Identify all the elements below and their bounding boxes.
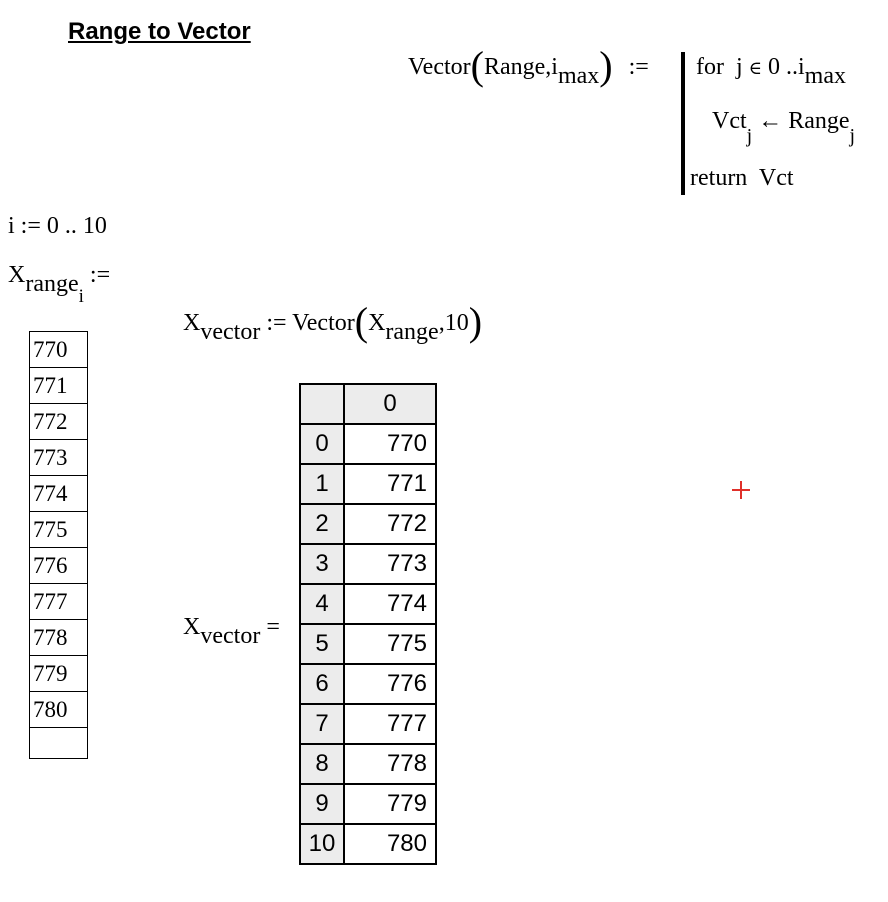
table-row [30, 620, 88, 656]
body-rhs: Range [788, 108, 850, 134]
row-index: 0 [300, 424, 344, 464]
xvector-def-arg-base: X [368, 310, 386, 336]
row-value[interactable]: 780 [344, 824, 436, 864]
range-variable-definition[interactable] [8, 213, 107, 240]
matrix-column-header: 0 [344, 384, 436, 424]
body-rhs-sub: j [849, 125, 856, 147]
xvector-res-sub: vector [200, 623, 261, 649]
assign-arrow: ← [758, 108, 783, 134]
range-assign: := [20, 213, 41, 239]
xvector-def-arg2: 10 [444, 310, 469, 336]
body-lhs-sub: j [746, 125, 753, 147]
function-arg-imax-sub: max [557, 63, 600, 89]
table-row [300, 784, 436, 824]
row-value[interactable]: 776 [344, 664, 436, 704]
xrange-cell[interactable]: 778 [30, 620, 88, 656]
xrange-base: X [8, 262, 26, 288]
row-value[interactable]: 770 [344, 424, 436, 464]
row-index: 7 [300, 704, 344, 744]
function-name: Vector [408, 54, 471, 80]
table-row [300, 584, 436, 624]
xrange-subsub: i [78, 286, 84, 307]
function-arg-range: Range [483, 54, 546, 80]
open-paren: ( [354, 299, 369, 344]
row-index: 8 [300, 744, 344, 784]
row-value[interactable]: 778 [344, 744, 436, 784]
function-arg-imax: i [551, 54, 558, 80]
table-row [300, 464, 436, 504]
xvector-result-label[interactable] [183, 614, 280, 649]
row-value[interactable]: 777 [344, 704, 436, 744]
function-assign-operator: := [628, 54, 649, 80]
function-definition-header[interactable]: Vector(Range,imax) := [408, 43, 649, 89]
xvector-def-assign: := [266, 310, 287, 336]
row-value[interactable]: 779 [344, 784, 436, 824]
return-keyword: return [690, 165, 748, 191]
matrix-header-row [300, 384, 436, 424]
program-body-line[interactable] [712, 108, 856, 147]
table-row [30, 692, 88, 728]
row-index: 6 [300, 664, 344, 704]
table-row [30, 440, 88, 476]
xrange-cell[interactable]: 771 [30, 368, 88, 404]
row-index: 1 [300, 464, 344, 504]
table-row [30, 512, 88, 548]
table-row [300, 504, 436, 544]
table-row [300, 824, 436, 864]
table-row-placeholder [30, 728, 88, 759]
xvector-def-sub: vector [200, 319, 261, 345]
xvector-result-matrix[interactable] [299, 383, 437, 865]
table-row [300, 424, 436, 464]
row-value[interactable]: 775 [344, 624, 436, 664]
range-value: 0 .. 10 [46, 213, 107, 239]
worksheet-title: Range to Vector [68, 18, 251, 45]
xrange-cell[interactable]: 772 [30, 404, 88, 440]
xvector-res-eq: = [266, 614, 280, 640]
open-paren: ( [470, 43, 484, 88]
row-index: 10 [300, 824, 344, 864]
xrange-cell[interactable]: 780 [30, 692, 88, 728]
body-lhs: Vct [712, 108, 747, 134]
xrange-assign: := [89, 262, 111, 288]
xrange-sub: range [25, 271, 79, 297]
xrange-cell[interactable]: 770 [30, 332, 88, 368]
xrange-definition-header[interactable] [8, 262, 111, 307]
range-var: i [8, 213, 15, 239]
xrange-cell[interactable]: 775 [30, 512, 88, 548]
xrange-cell[interactable]: 776 [30, 548, 88, 584]
row-value[interactable]: 773 [344, 544, 436, 584]
xvector-definition[interactable]: Xvector := Vector(Xrange,10) [183, 299, 483, 345]
table-row [30, 404, 88, 440]
program-return-line[interactable] [690, 165, 794, 192]
row-value[interactable]: 771 [344, 464, 436, 504]
row-index: 9 [300, 784, 344, 824]
table-row [300, 744, 436, 784]
table-row [30, 656, 88, 692]
table-row [30, 332, 88, 368]
loop-range-end: i [797, 54, 805, 80]
loop-range-end-sub: max [804, 63, 846, 89]
row-value[interactable]: 774 [344, 584, 436, 624]
table-row [300, 704, 436, 744]
xrange-cell[interactable]: 773 [30, 440, 88, 476]
row-value[interactable]: 772 [344, 504, 436, 544]
element-of-symbol: ∈ [748, 58, 762, 78]
xrange-cell[interactable]: 774 [30, 476, 88, 512]
xrange-input-table[interactable] [29, 331, 88, 759]
close-paren: ) [599, 43, 613, 88]
table-row [30, 368, 88, 404]
return-value: Vct [758, 165, 794, 191]
table-row [300, 544, 436, 584]
row-index: 2 [300, 504, 344, 544]
xvector-def-arg-sub: range [385, 319, 439, 345]
close-paren: ) [468, 299, 483, 344]
row-index: 5 [300, 624, 344, 664]
table-row [30, 548, 88, 584]
xrange-cell[interactable]: 777 [30, 584, 88, 620]
xvector-def-fn: Vector [292, 310, 355, 336]
crosshair-cursor-icon [730, 479, 752, 501]
for-keyword: for [696, 54, 724, 80]
xrange-cell[interactable]: 779 [30, 656, 88, 692]
program-bar [681, 52, 685, 195]
table-row [30, 476, 88, 512]
row-index: 4 [300, 584, 344, 624]
loop-range-start: 0 .. [767, 54, 798, 80]
xvector-def-base: X [183, 310, 201, 336]
program-for-line[interactable] [696, 54, 846, 89]
table-row [300, 664, 436, 704]
matrix-corner-cell [300, 384, 344, 424]
xrange-empty-cell[interactable] [30, 728, 88, 759]
table-row [30, 584, 88, 620]
row-index: 3 [300, 544, 344, 584]
xvector-res-base: X [183, 614, 201, 640]
loop-variable: j [735, 54, 743, 80]
table-row [300, 624, 436, 664]
